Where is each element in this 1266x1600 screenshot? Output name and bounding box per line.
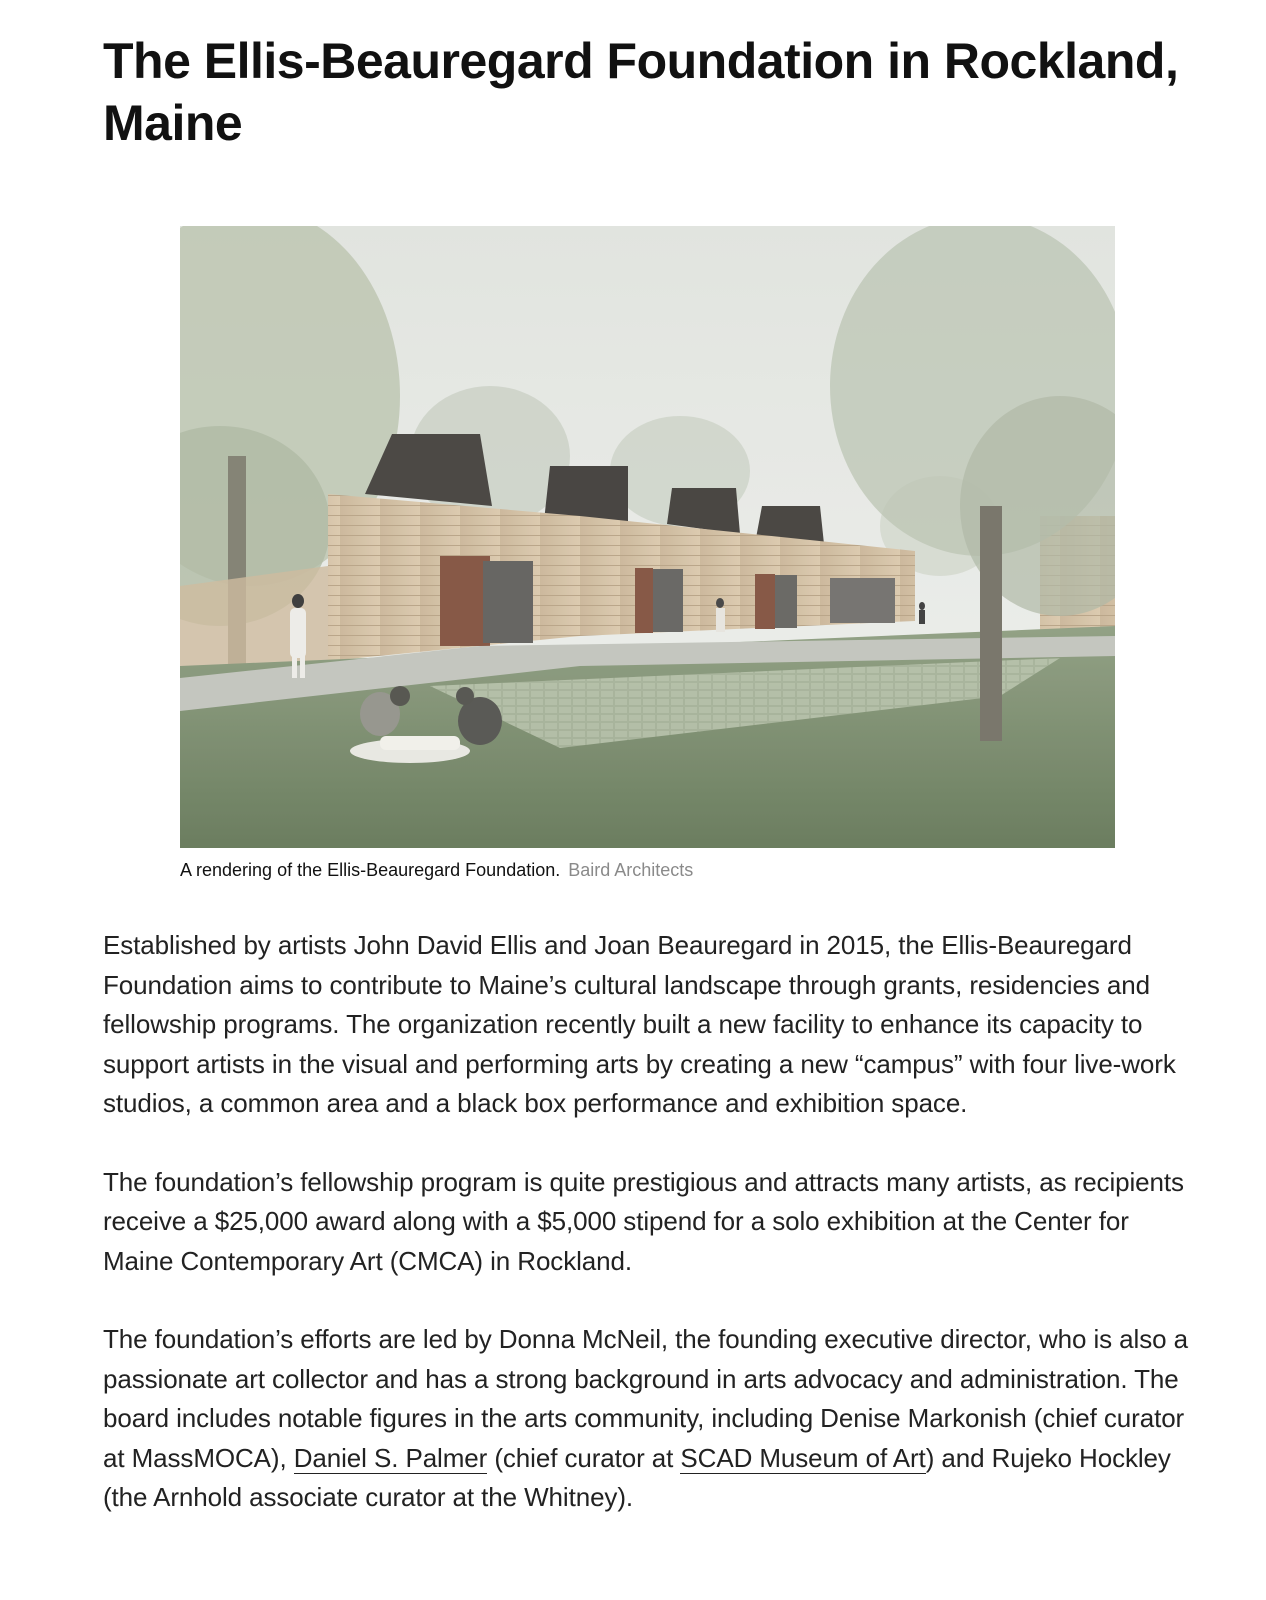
- paragraph-2: The foundation’s fellowship program is quite prestigious and attracts many artists, as recipients receive a $25,000 award along with a $5,000 stipend for a solo exhibition at the Center for Maine Contemporary Art (CMCA) in Rockland.: [103, 1166, 1184, 1276]
- daniel-palmer-link[interactable]: Daniel S. Palmer: [293, 1442, 488, 1473]
- paragraph-1: Established by artists John David Ellis and Joan Beauregard in 2015, the Ellis-Beauregard Foundation aims to contribute to Maine’s cultural landscape through grants, residencies and fellowship programs. The organization recently built a new facility to enhance its capacity to support artists in the visual and performing arts by creating a new “campus” with four live-work studios, a common area and a black box performance and exhibition space.: [103, 930, 1176, 1118]
- article-title: The Ellis-Beauregard Foundation in Rockland, Maine: [103, 33, 1179, 151]
- caption-text: A rendering of the Ellis-Beauregard Foundation.: [180, 860, 561, 880]
- paragraph-3-text-c: ) and Rujeko Hockley (the Arnhold associate curator at the Whitney).: [103, 1442, 1171, 1512]
- article: [103, 30, 1193, 1512]
- scad-museum-link[interactable]: SCAD Museum of Art: [680, 1442, 926, 1473]
- paragraph-3-text-b: (chief curator at: [487, 1442, 681, 1473]
- article-body: [103, 926, 1193, 1557]
- paragraph-3: [103, 1320, 1193, 1518]
- foundation-rendering-image: [180, 226, 1115, 848]
- article-figure: [180, 226, 1115, 882]
- figure-caption: [180, 858, 1115, 882]
- photo-credit: Baird Architects: [568, 860, 694, 880]
- paragraph-3-text-a: The foundation’s efforts are led by Donna McNeil, the founding executive director, who is also a passionate art collector and has a strong background in arts advocacy and administration. The board includes notable figures in the arts community, including Denise Markonish (chief curator at MassMOCA),: [103, 1324, 1188, 1473]
